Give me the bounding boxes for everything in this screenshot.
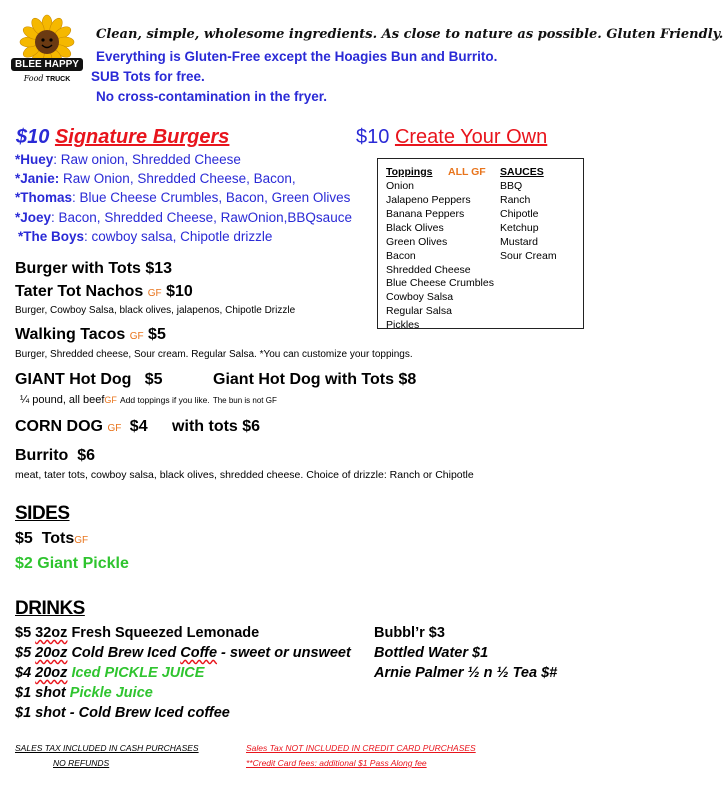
topping-item: Bacon bbox=[386, 250, 416, 262]
corndog-price: $4 bbox=[129, 418, 148, 435]
create-heading bbox=[356, 126, 547, 149]
footer-no-refunds: NO REFUNDS bbox=[53, 758, 110, 768]
tacos-gf: GF bbox=[129, 331, 144, 342]
logo-name: BLEE HAPPY bbox=[15, 59, 79, 70]
tacos-name: Walking Tacos bbox=[15, 326, 126, 343]
topping-item: Blue Cheese Crumbles bbox=[386, 277, 494, 289]
corndog-tots: with tots $6 bbox=[172, 418, 261, 435]
all-gf-label: ALL GF bbox=[448, 166, 486, 178]
footer-tax-cash: SALES TAX INCLUDED IN CASH PURCHASES bbox=[15, 743, 199, 753]
tots-name: $5 Tots bbox=[15, 530, 75, 547]
coldbrew-coffe: Coffe bbox=[180, 645, 218, 661]
shot-pickle-price: $1 shot bbox=[15, 685, 70, 701]
create-title: Create Your Own bbox=[394, 126, 548, 148]
sig-item-name: *Huey bbox=[15, 152, 54, 167]
coldbrew-price: $5 bbox=[15, 645, 36, 661]
hotdog-desc: ¼ pound, all beef bbox=[20, 394, 105, 406]
sig-item-desc: : Bacon, Shredded Cheese, RawOnion,BBQsauce bbox=[51, 210, 352, 225]
logo-food: Food bbox=[23, 74, 44, 83]
toppings-header: Toppings bbox=[386, 166, 433, 178]
sides-tots bbox=[15, 530, 88, 548]
sig-item-the-boys bbox=[18, 229, 272, 244]
drink-lemonade bbox=[15, 625, 259, 641]
drink-arnie-palmer: Arnie Palmer ½ n ½ Tea $# bbox=[374, 665, 558, 681]
topping-item: Green Olives bbox=[386, 236, 448, 248]
topping-item: Banana Peppers bbox=[386, 208, 465, 220]
coldbrew-rest: - sweet or unsweet bbox=[217, 645, 351, 661]
signature-price: $10 bbox=[16, 126, 50, 148]
sauce-item: Mustard bbox=[500, 236, 538, 248]
sig-item-desc: : Raw onion, Shredded Cheese bbox=[53, 152, 241, 167]
corndog-name: CORN DOG bbox=[15, 418, 103, 435]
corndog-gf: GF bbox=[107, 423, 122, 434]
nachos-name: Tater Tot Nachos bbox=[15, 283, 144, 300]
giant-pickle: $2 Giant Pickle bbox=[15, 555, 129, 572]
sauce-item: Ketchup bbox=[500, 222, 539, 234]
pickle-size: 20oz bbox=[35, 665, 68, 681]
sig-item-name: *Joey bbox=[15, 210, 52, 225]
topping-item: Jalapeno Peppers bbox=[386, 194, 471, 206]
nachos-gf: GF bbox=[147, 288, 162, 299]
topping-item: Regular Salsa bbox=[386, 305, 452, 317]
hotdog-desc-line bbox=[20, 394, 277, 406]
topping-item: Black Olives bbox=[386, 222, 444, 234]
sauce-item: Chipotle bbox=[500, 208, 539, 220]
burrito: Burrito $6 bbox=[15, 447, 96, 464]
drink-water: Bottled Water $1 bbox=[374, 645, 489, 661]
intro-sub-tots: SUB Tots for free. bbox=[91, 69, 205, 84]
sig-item-thomas bbox=[15, 190, 350, 205]
sig-item-desc: Raw Onion, Shredded Cheese, Bacon, bbox=[59, 171, 296, 186]
logo-subtitle bbox=[11, 74, 83, 85]
lemonade-name: Fresh Squeezed Lemonade bbox=[67, 625, 260, 641]
sig-item-joey bbox=[15, 210, 352, 225]
lemonade-size: 32oz bbox=[35, 625, 68, 641]
sauce-item: BBQ bbox=[500, 180, 523, 192]
burger-with-tots: Burger with Tots $13 bbox=[15, 260, 173, 277]
hotdog-note2: The bun is not GF bbox=[212, 396, 277, 405]
sig-item-janie bbox=[15, 171, 296, 186]
logo-truck: TRUCK bbox=[45, 76, 71, 83]
sig-item-desc: : cowboy salsa, Chipotle drizzle bbox=[84, 229, 273, 244]
topping-item: Pickles bbox=[386, 319, 420, 331]
topping-item: Onion bbox=[386, 180, 415, 192]
sig-item-name: *Thomas bbox=[15, 190, 73, 205]
footer-tax-card: Sales Tax NOT INCLUDED IN CREDIT CARD PURCHASES bbox=[246, 743, 476, 753]
drink-shot-pickle bbox=[15, 685, 153, 701]
tacos-desc: Burger, Shredded cheese, Sour cream. Regular Salsa. *You can customize your toppings. bbox=[15, 349, 413, 360]
drink-bubblr: Bubbl’r $3 bbox=[374, 625, 445, 641]
pickle-name: Iced PICKLE JUICE bbox=[67, 665, 205, 681]
intro-fryer: No cross-contamination in the fryer. bbox=[96, 89, 328, 104]
giant-hot-dog-tots: Giant Hot Dog with Tots $8 bbox=[213, 371, 417, 388]
sauces-header: SAUCES bbox=[500, 166, 544, 178]
hotdog-note: Add toppings if you like. bbox=[119, 395, 210, 405]
corn-dog bbox=[15, 418, 260, 436]
footer-card-fees: **Credit Card fees: additional $1 Pass Along fee bbox=[246, 758, 427, 768]
sig-item-name: *Janie: bbox=[15, 171, 60, 186]
signature-heading bbox=[16, 126, 229, 149]
sig-item-name: *The Boys bbox=[18, 229, 85, 244]
tacos-price: $5 bbox=[148, 326, 166, 343]
nachos-desc: Burger, Cowboy Salsa, black olives, jalapenos, Chipotle Drizzle bbox=[15, 305, 296, 316]
sides-heading: SIDES bbox=[15, 503, 70, 524]
sauce-item: Ranch bbox=[500, 194, 531, 206]
signature-title: Signature Burgers bbox=[54, 126, 230, 148]
coldbrew-size: 20oz bbox=[35, 645, 68, 661]
pickle-price: $4 bbox=[15, 665, 36, 681]
nachos-price: $10 bbox=[166, 283, 193, 300]
giant-hot-dog: GIANT Hot Dog $5 bbox=[15, 371, 163, 388]
burrito-desc: meat, tater tots, cowboy salsa, black olives, shredded cheese. Choice of drizzle: Ranch or Chipotle bbox=[15, 469, 474, 481]
lemonade-price: $5 bbox=[15, 625, 36, 641]
topping-item: Cowboy Salsa bbox=[386, 291, 454, 303]
drink-pickle-juice bbox=[15, 665, 204, 681]
tots-gf: GF bbox=[74, 535, 89, 546]
hotdog-gf: GF bbox=[104, 395, 117, 405]
drink-cold-brew bbox=[15, 645, 351, 661]
tater-tot-nachos bbox=[15, 283, 193, 301]
drink-shot-coffee: $1 shot - Cold Brew Iced coffee bbox=[15, 705, 230, 721]
coldbrew-name: Cold Brew Iced bbox=[67, 645, 181, 661]
sauce-item: Sour Cream bbox=[500, 250, 557, 262]
walking-tacos bbox=[15, 326, 166, 344]
drinks-heading: DRINKS bbox=[15, 598, 85, 619]
topping-item: Shredded Cheese bbox=[386, 264, 471, 276]
shot-pickle-name: Pickle Juice bbox=[69, 685, 153, 701]
toppings-box bbox=[377, 158, 584, 329]
tagline: Clean, simple, wholesome ingredients. As close to nature as possible. Gluten Friendly. bbox=[96, 27, 723, 42]
intro-gluten-free: Everything is Gluten-Free except the Hoagies Bun and Burrito. bbox=[96, 49, 498, 64]
logo bbox=[8, 16, 86, 96]
sig-item-desc: : Blue Cheese Crumbles, Bacon, Green Olives bbox=[72, 190, 351, 205]
create-price: $10 bbox=[356, 126, 390, 148]
sig-item-huey bbox=[15, 152, 241, 167]
